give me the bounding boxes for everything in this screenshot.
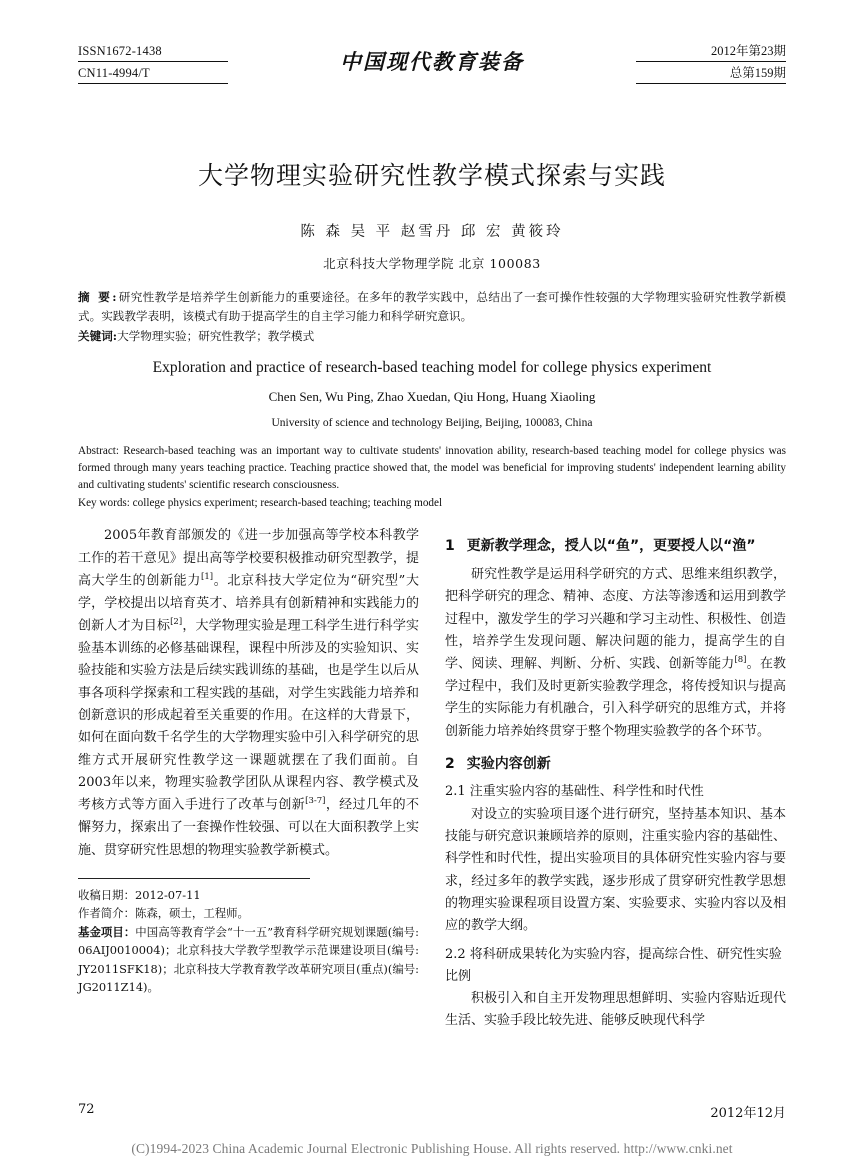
total-issue-text: 总第159期 <box>636 62 786 84</box>
reference-marker-2: [2] <box>170 617 183 628</box>
footnote-received <box>78 886 419 904</box>
cn-number-text: CN11-4994/T <box>78 62 228 84</box>
subsection-heading-2-2: 2.2 将科研成果转化为实验内容，提高综合性、研究性实验比例 <box>445 946 782 984</box>
section-title-2: 实验内容创新 <box>466 756 551 773</box>
section1-part-2: 。在教学过程中，我们及时更新实验教学理念，将传授知识与提高学生的实际能力有机融合，引入科学研究的思维方式，并将创新能力培养始终贯穿于整个物理实验教学的各个环节。 <box>445 656 786 739</box>
section-heading-1 <box>445 535 786 557</box>
intro-part-2: 。北京科技大学定位为“研究型”大学，学校提出以培育英才、培养具有创新精神和实践能力的创新人才为目标 <box>78 573 419 634</box>
keywords-en: Key words: college physics experiment; research-based teaching; teaching model <box>78 496 443 509</box>
issue-text: 2012年第23期 <box>636 42 786 62</box>
subsection-heading-2-1: 2.1 注重实验内容的基础性、科学性和时代性 <box>445 784 704 800</box>
section-number-1: 1 <box>445 538 455 555</box>
journal-name: 中国现代教育装备 <box>340 49 524 74</box>
intro-part-4: ，经过几年的不懈努力，探索出了一套操作性较强、可以在大面积教学上实施、贯穿研究性思想的物理实验教学新模式。 <box>78 797 419 858</box>
abstract-cn <box>78 288 786 326</box>
page-number: 72 <box>78 1102 95 1117</box>
keywords-text-cn: 大学物理实验；研究性教学；教学模式 <box>117 329 315 344</box>
body-columns <box>78 525 786 1032</box>
author-bio-label: 作者简介： <box>78 906 135 921</box>
section1-part-1: 研究性教学是运用科学研究的方式、思维来组织教学，把科学研究的理念、精神、态度、方法等渗透和运用到教学过程中，激发学生的学习兴趣和学习主动性、积极性、创造性，培养学生发现问题、解决问题的能力，提高学生的自学、阅读、理解、判断、分析、实践、创新等能力 <box>445 566 786 672</box>
intro-part-3: ，大学物理实验是理工科学生进行科学实验基本训练的必修基础课程，课程中所涉及的实验知识、实验技能和实验方法是后续实践训练的基础，也是学生以后从事各项科学探索和工程实践的基础，对学生实践能力培养和创新意识的形成起着至关重要的作用。在这样的大背景下，如何在面向数千名学生的大学物理实验中引入科学研究的思维方式开展研究性教学这一课题就摆在了我们面前。自2003年以来，物理实验教学团队从课程内容、教学模式及考核方式等方面入手进行了改革与创新 <box>78 618 419 813</box>
article-title-en: Exploration and practice of research-based teaching model for college physics experiment <box>152 359 712 377</box>
section-title-1: 更新教学理念，授人以“鱼”，更要授人以“渔” <box>466 538 756 555</box>
affiliation-en: University of science and technology Beijing, Beijing, 100083, China <box>271 417 593 430</box>
received-label: 收稿日期： <box>78 887 135 902</box>
column-left <box>78 525 419 1032</box>
paragraph-intro <box>78 525 419 861</box>
paragraph-section-2-1: 对设立的实验项目逐个进行研究，坚持基本知识、基本技能与研究意识兼顾培养的原则，注重实验内容的基础性、科学性和时代性，提出实验项目的具体研究性实验内容与要求，经过多年的教学实践，逐步形成了贯穿研究性教学思想的物理实验课程项目设置方案、实验要求、实验内容以及相应的教学大纲。 <box>445 806 786 934</box>
page-footer <box>78 1102 786 1121</box>
header-left <box>78 42 228 84</box>
column-right <box>445 525 786 1032</box>
page-header <box>78 42 786 98</box>
keywords-cn <box>78 327 786 346</box>
author-bio-text: 陈森，硕士，工程师。 <box>134 906 249 921</box>
header-right <box>636 42 786 84</box>
authors-en: Chen Sen, Wu Ping, Zhao Xuedan, Qiu Hong, Huang Xiaoling <box>268 389 596 405</box>
abstract-label-cn: 摘 要: <box>78 290 119 304</box>
abstract-en: Abstract: Research-based teaching was an important way to cultivate students' innovation ability, research-based teaching model for college physics was formed through many years teaching practice. Teaching practice showed that, the model was beneficial for improving students' independent learning ability and cultivating students' scientific research consciousness. <box>78 445 786 491</box>
received-date: 2012-07-11 <box>134 887 201 902</box>
intro-part-1: 2005年教育部颁发的《进一步加强高等学校本科教学工作的若干意见》提出高等学校要积极推动研究型教学，提高大学生的创新能力 <box>78 528 419 589</box>
paragraph-section-2-2: 积极引入和自主开发物理思想鲜明、实验内容贴近现代生活、实验手段比较先进、能够反映现代科学 <box>445 990 786 1029</box>
issn-text: ISSN1672-1438 <box>78 42 228 62</box>
fund-label: 基金项目： <box>78 924 136 939</box>
reference-marker-1: [1] <box>201 572 214 583</box>
footnote-author <box>78 904 419 922</box>
affiliation-cn: 北京科技大学物理学院 北京 100083 <box>323 256 541 271</box>
footer-date: 2012年12月 <box>710 1106 786 1121</box>
reference-marker-8: [8] <box>734 655 747 666</box>
paragraph-section-1 <box>445 564 786 743</box>
reference-marker-3: [3-7] <box>305 796 326 807</box>
abstract-text-cn: 研究性教学是培养学生创新能力的重要途径。在多年的教学实践中，总结出了一套可操作性较强的大学物理实验研究性教学新模式。实践教学表明，该模式有助于提高学生的自主学习能力和科学研究意识。 <box>78 290 786 324</box>
article-title-cn: 大学物理实验研究性教学模式探索与实践 <box>197 161 666 190</box>
section-heading-2 <box>445 753 786 775</box>
authors-cn: 陈 森 吴 平 赵雪丹 邱 宏 黄筱玲 <box>300 224 564 240</box>
section-number-2: 2 <box>445 756 455 773</box>
footnote-divider <box>78 878 310 879</box>
fund-text: 中国高等教育学会“十一五”教育科学研究规划课题(编号: 06AIJ0010004)；北京科技大学教学型教学示范课建设项目(编号: JY2011SFK18)；北京科技大学教育教学改革研究项目(重点)(编号: JG2011Z14)。 <box>78 924 419 995</box>
keywords-label-cn: 关键词: <box>78 329 118 344</box>
copyright-notice: (C)1994-2023 China Academic Journal Electronic Publishing House. All rights reserved. http://www.cnki.net <box>131 1141 733 1156</box>
footnote-fund <box>78 923 419 997</box>
